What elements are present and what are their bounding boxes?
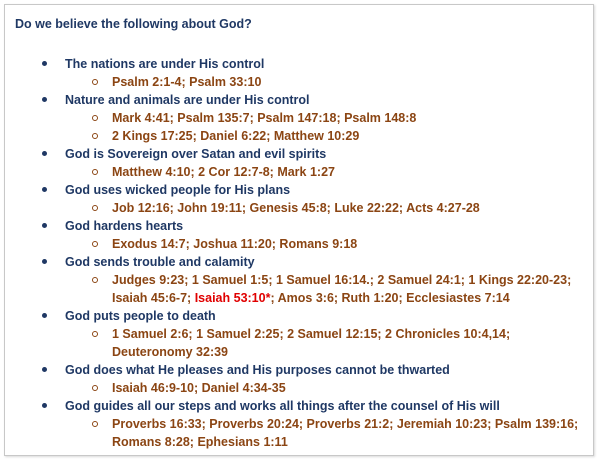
references-before: Judges 9:23; 1 Samuel 1:5; 1 Samuel 16:14.; 2 Samuel 24:1; 1 Kings 22:20-23; Isaiah 45:6-7;: [112, 273, 572, 305]
sub-item: [5, 109, 593, 127]
bullet-icon: [42, 151, 47, 156]
circle-bullet-icon: [92, 169, 98, 175]
page-title: Do we believe the following about God?: [15, 17, 252, 31]
highlighted-reference: Isaiah 53:10*: [194, 291, 271, 305]
item-text: God is Sovereign over Satan and evil spirits: [65, 147, 327, 161]
item-text: God hardens hearts: [65, 219, 184, 233]
bullet-icon: [42, 367, 47, 372]
item-text: Nature and animals are under His control: [65, 93, 310, 107]
list-item: [5, 307, 593, 325]
list-item: [5, 55, 593, 73]
slide-frame: [4, 4, 594, 456]
item-text: God uses wicked people for His plans: [65, 183, 291, 197]
circle-bullet-icon: [92, 205, 98, 211]
scripture-references: Matthew 4:10; 2 Cor 12:7-8; Mark 1:27: [112, 165, 335, 179]
item-text: God guides all our steps and works all things after the counsel of His will: [65, 399, 500, 413]
list-item: [5, 397, 593, 415]
circle-bullet-icon: [92, 385, 98, 391]
scripture-references: Psalm 2:1-4; Psalm 33:10: [112, 75, 262, 89]
list-item: [5, 217, 593, 235]
scripture-references: 2 Kings 17:25; Daniel 6:22; Matthew 10:29: [112, 129, 360, 143]
scripture-references: Isaiah 46:9-10; Daniel 4:34-35: [112, 381, 286, 395]
list-item: [5, 145, 593, 163]
item-text: God does what He pleases and His purposes cannot be thwarted: [65, 363, 450, 377]
scripture-references: Job 12:16; John 19:11; Genesis 45:8; Luke 22:22; Acts 4:27-28: [112, 201, 480, 215]
sub-item: [5, 199, 593, 217]
sub-item: [5, 415, 593, 451]
scripture-references: 1 Samuel 2:6; 1 Samuel 2:25; 2 Samuel 12:15; 2 Chronicles 10:4,14; Deuteronomy 32:39: [112, 327, 511, 359]
bullet-list: [5, 55, 593, 451]
bullet-icon: [42, 403, 47, 408]
sub-item: [5, 127, 593, 145]
circle-bullet-icon: [92, 115, 98, 121]
list-item: [5, 253, 593, 271]
bullet-icon: [42, 187, 47, 192]
sub-item: [5, 163, 593, 181]
circle-bullet-icon: [92, 133, 98, 139]
circle-bullet-icon: [92, 277, 98, 283]
scripture-references: Proverbs 16:33; Proverbs 20:24; Proverbs 21:2; Jeremiah 10:23; Psalm 139:16; Romans 8:28; Ephesians 1:11: [112, 417, 579, 449]
sub-item: [5, 235, 593, 253]
circle-bullet-icon: [92, 241, 98, 247]
bullet-icon: [42, 313, 47, 318]
circle-bullet-icon: [92, 331, 98, 337]
list-item: [5, 91, 593, 109]
scripture-references: Mark 4:41; Psalm 135:7; Psalm 147:18; Psalm 148:8: [112, 111, 417, 125]
bullet-icon: [42, 223, 47, 228]
sub-item: [5, 325, 593, 361]
bullet-icon: [42, 61, 47, 66]
scripture-references: Exodus 14:7; Joshua 11:20; Romans 9:18: [112, 237, 358, 251]
item-text: God sends trouble and calamity: [65, 255, 255, 269]
sub-item: [5, 73, 593, 91]
item-text: The nations are under His control: [65, 57, 265, 71]
references-after: ; Amos 3:6; Ruth 1:20; Ecclesiastes 7:14: [270, 291, 510, 305]
sub-item: [5, 271, 593, 307]
bullet-icon: [42, 259, 47, 264]
circle-bullet-icon: [92, 79, 98, 85]
sub-item: [5, 379, 593, 397]
bullet-icon: [42, 97, 47, 102]
list-item: [5, 361, 593, 379]
list-item: [5, 181, 593, 199]
item-text: God puts people to death: [65, 309, 216, 323]
circle-bullet-icon: [92, 421, 98, 427]
